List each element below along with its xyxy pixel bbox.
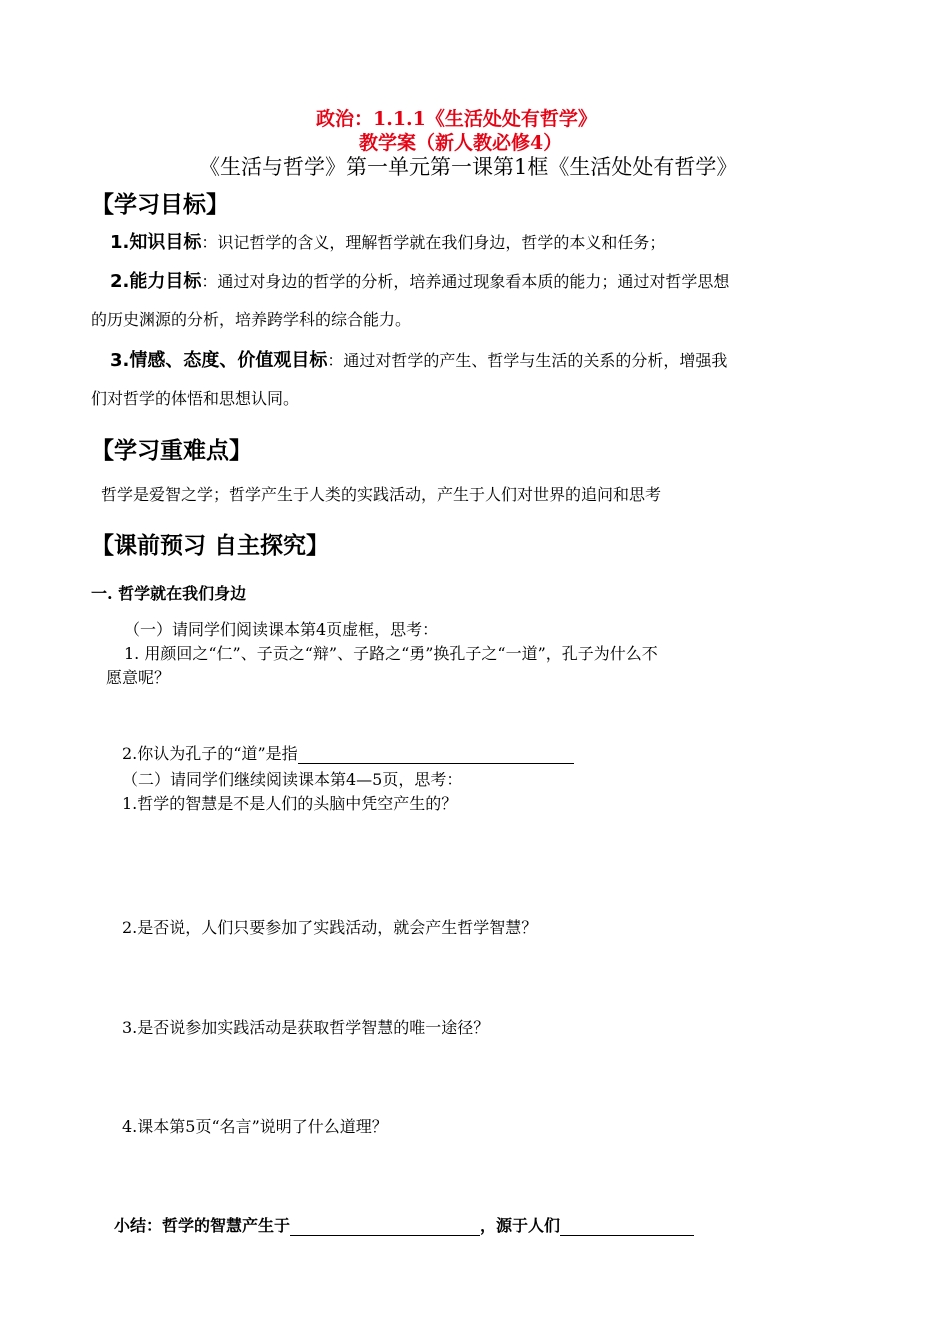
ability-objective: [110, 267, 729, 293]
section1-title: 一. 哲学就在我们身边: [91, 584, 247, 603]
answer-blank-source[interactable]: [290, 1217, 480, 1236]
question1-line1: 1. 用颜回之“仁”、子贡之“辩”、子路之“勇”换孔子之“一道”，孔子为什么不: [124, 644, 658, 663]
question2: [122, 741, 574, 764]
part2-question1: 1.哲学的智慧是不是人们的头脑中凭空产生的？: [122, 794, 458, 813]
question1-line2: 愿意呢？: [106, 668, 171, 687]
emotion-objective: [110, 346, 727, 372]
part2-question4: 4.课本第5页“名言”说明了什么道理？: [122, 1117, 388, 1136]
knowledge-text: ：识记哲学的含义，理解哲学就在我们身边，哲学的本义和任务；: [201, 233, 666, 252]
emotion-label: 3.情感、态度、价值观目标: [110, 350, 328, 371]
emotion-text-2: 们对哲学的体悟和思想认同。: [91, 389, 300, 408]
question2-text: 2.你认为孔子的“道”是指: [122, 744, 298, 763]
part2-question3: 3.是否说参加实践活动是获取哲学智慧的唯一途径？: [122, 1018, 490, 1037]
ability-text-1: ：通过对身边的哲学的分析，培养通过现象看本质的能力；通过对哲学思想: [201, 272, 730, 291]
answer-blank-origin[interactable]: [560, 1217, 694, 1236]
ability-text-2: 的历史渊源的分析，培养跨学科的综合能力。: [91, 310, 412, 329]
keypoints-heading: 【学习重难点】: [91, 437, 252, 464]
answer-blank-dao[interactable]: [298, 745, 574, 764]
knowledge-label: 1.知识目标: [110, 232, 202, 253]
part2-question2: 2.是否说，人们只要参加了实践活动，就会产生哲学智慧？: [122, 918, 538, 937]
objectives-heading: 【学习目标】: [91, 191, 229, 218]
keypoints-text: 哲学是爱智之学；哲学产生于人类的实践活动，产生于人们对世界的追问和思考: [101, 485, 662, 504]
summary-text-a: 小结：哲学的智慧产生于: [114, 1216, 291, 1235]
emotion-text-1: ：通过对哲学的产生、哲学与生活的关系的分析，增强我: [327, 351, 728, 370]
preview-heading: 【课前预习 自主探究】: [91, 532, 330, 559]
ability-label: 2.能力目标: [110, 271, 202, 292]
summary: [114, 1213, 694, 1236]
knowledge-objective: [110, 228, 665, 254]
part2-instruction: （二）请同学们继续阅读课本第4—5页，思考：: [122, 770, 463, 789]
part1-instruction: （一）请同学们阅读课本第4页虚框，思考：: [124, 620, 439, 639]
doc-subtitle: 《生活与哲学》第一单元第一课第1框《生活处处有哲学》: [199, 155, 738, 179]
doc-title-line1: 政治：1.1.1《生活处处有哲学》: [316, 108, 597, 130]
summary-text-b: ，源于人们: [480, 1216, 561, 1235]
doc-title-line2: 教学案（新人教必修4）: [359, 132, 563, 154]
